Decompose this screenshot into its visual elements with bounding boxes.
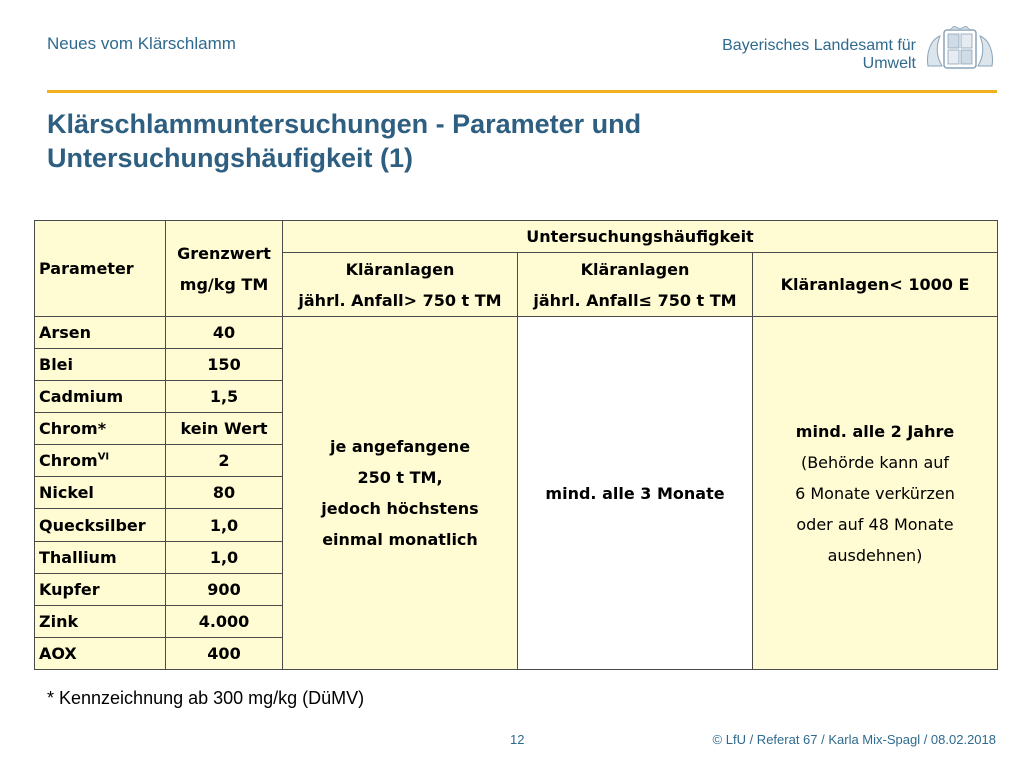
param-grenzwert: 80 — [166, 477, 283, 509]
param-name: Chrom* — [35, 413, 166, 445]
freq-klein: mind. alle 3 Monate — [518, 317, 753, 670]
header-anlagen-1000e: Kläranlagen< 1000 E — [753, 253, 998, 317]
param-grenzwert: 40 — [166, 317, 283, 349]
table-row — [35, 317, 998, 349]
param-name: Quecksilber — [35, 509, 166, 541]
param-name: Cadmium — [35, 381, 166, 413]
param-name: AOX — [35, 637, 166, 669]
param-name: Chrom$^{VI}$ — [35, 445, 166, 477]
header-anlagen-klein: Kläranlagen jährl. Anfall≤ 750 t TM — [518, 253, 753, 317]
header-parameter: Parameter — [35, 221, 166, 317]
freq-1000e: mind. alle 2 Jahre (Behörde kann auf 6 Monate verkürzen oder auf 48 Monate ausdehnen) — [753, 317, 998, 670]
param-grenzwert: 1,0 — [166, 509, 283, 541]
param-name: Thallium — [35, 541, 166, 573]
header-anlagen-gross: Kläranlagen jährl. Anfall> 750 t TM — [283, 253, 518, 317]
param-grenzwert: 900 — [166, 573, 283, 605]
param-name: Kupfer — [35, 573, 166, 605]
param-grenzwert: 4.000 — [166, 605, 283, 637]
param-name: Zink — [35, 605, 166, 637]
org-line-2: Umwelt — [862, 55, 916, 72]
param-grenzwert: kein Wert — [166, 413, 283, 445]
header-divider — [47, 90, 997, 93]
section-label: Neues vom Klärschlamm — [47, 34, 236, 53]
copyright-notice: © LfU / Referat 67 / Karla Mix-Spagl / 08.02.2018 — [712, 732, 996, 747]
header-untersuchungshaeufigkeit: Untersuchungshäufigkeit — [283, 221, 998, 253]
page-number: 12 — [510, 732, 525, 747]
param-grenzwert: 2 — [166, 445, 283, 477]
param-grenzwert: 1,0 — [166, 541, 283, 573]
param-grenzwert: 400 — [166, 637, 283, 669]
param-name: Nickel — [35, 477, 166, 509]
param-name: Arsen — [35, 317, 166, 349]
parameter-table — [34, 220, 998, 670]
freq-gross: je angefangene 250 t TM, jedoch höchstens einmal monatlich — [283, 317, 518, 670]
param-grenzwert: 1,5 — [166, 381, 283, 413]
org-line-1: Bayerisches Landesamt für — [722, 37, 916, 54]
page-title — [47, 107, 641, 175]
footnote: * Kennzeichnung ab 300 mg/kg (DüMV) — [47, 688, 365, 708]
param-name: Blei — [35, 349, 166, 381]
header-grenzwert: Grenzwert mg/kg TM — [166, 221, 283, 317]
coat-of-arms-icon — [922, 26, 998, 72]
title-line-2: Untersuchungshäufigkeit (1) — [47, 143, 414, 173]
organization-name — [722, 37, 916, 73]
param-grenzwert: 150 — [166, 349, 283, 381]
title-line-1: Klärschlammuntersuchungen - Parameter und — [47, 109, 642, 139]
